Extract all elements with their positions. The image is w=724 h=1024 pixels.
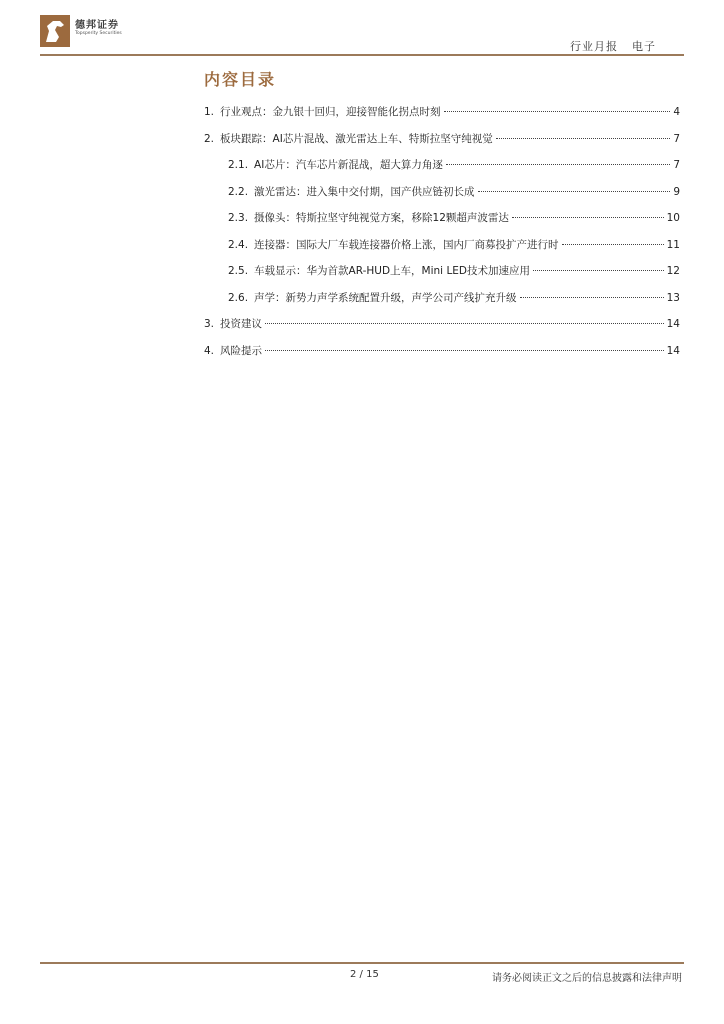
- toc-leader: [478, 191, 671, 192]
- toc-entry[interactable]: [204, 104, 680, 131]
- toc-number: 2.4.: [228, 238, 249, 251]
- toc-entry[interactable]: [204, 131, 680, 158]
- report-sector: 电子: [632, 40, 656, 53]
- toc-heading: 连接器：国际大厂车载连接器价格上涨，国内厂商募投扩产进行时: [254, 238, 559, 251]
- toc-subentry[interactable]: [204, 157, 680, 184]
- toc-heading: 投资建议: [220, 318, 263, 330]
- toc-number: 1.: [204, 106, 215, 118]
- toc-page-number: 4: [673, 106, 680, 118]
- toc-leader: [265, 323, 664, 324]
- toc-leader: [512, 217, 664, 218]
- toc-subentry[interactable]: [204, 237, 680, 264]
- toc-subentry[interactable]: [204, 263, 680, 290]
- toc-heading: 激光雷达：进入集中交付期，国产供应链初长成: [254, 185, 475, 198]
- toc-page-number: 10: [666, 212, 680, 224]
- toc-subentry[interactable]: [204, 290, 680, 317]
- toc-entry[interactable]: [204, 316, 680, 343]
- toc-subentry[interactable]: [204, 184, 680, 211]
- report-header: [570, 38, 656, 54]
- toc-page-number: 7: [673, 132, 680, 145]
- toc-heading: 摄像头：特斯拉坚守纯视觉方案，移除12颗超声波雷达: [254, 212, 509, 224]
- toc-number: 2.3.: [228, 212, 249, 224]
- toc-page-number: 13: [666, 291, 680, 304]
- toc-leader: [562, 244, 664, 245]
- toc-number: 2.5.: [228, 265, 249, 277]
- toc-leader: [444, 111, 671, 112]
- toc-page-number: 14: [666, 318, 680, 330]
- report-type: 行业月报: [570, 40, 618, 53]
- toc-title: 内容目录: [204, 70, 277, 89]
- toc-number: 3.: [204, 318, 215, 330]
- brand-name-en: Topsperity Securities: [75, 31, 122, 36]
- toc-heading: 风险提示: [220, 344, 263, 357]
- toc-entry[interactable]: [204, 343, 680, 370]
- toc-number: 2.2.: [228, 185, 249, 198]
- toc-heading: 板块跟踪：AI芯片混战、激光雷达上车、特斯拉坚守纯视觉: [220, 132, 493, 145]
- toc-page-number: 7: [673, 159, 680, 171]
- brand-name-cn: 德邦证券: [75, 20, 119, 31]
- toc-leader: [265, 350, 664, 351]
- toc-leader: [496, 138, 671, 139]
- toc-number: 2.6.: [228, 291, 249, 304]
- toc-leader: [520, 297, 664, 298]
- table-of-contents: [204, 104, 680, 369]
- toc-heading: 车载显示：华为首款AR-HUD上车，Mini LED技术加速应用: [254, 265, 531, 277]
- toc-heading: 行业观点：金九银十回归，迎接智能化拐点时刻: [220, 106, 441, 118]
- toc-number: 2.: [204, 132, 215, 145]
- footer-divider: [40, 962, 684, 964]
- toc-page-number: 11: [666, 238, 680, 251]
- toc-leader: [533, 270, 664, 271]
- legal-notice: 请务必阅读正文之后的信息披露和法律声明: [492, 973, 682, 984]
- toc-heading: AI芯片：汽车芯片新混战，超大算力角逐: [254, 159, 443, 171]
- toc-number: 4.: [204, 344, 215, 357]
- toc-heading: 声学：新势力声学系统配置升级，声学公司产线扩充升级: [254, 291, 517, 304]
- header-divider: [40, 54, 684, 56]
- horse-logo-icon: [40, 15, 70, 47]
- toc-page-number: 14: [666, 344, 680, 357]
- page-number: 2 / 15: [350, 969, 379, 980]
- toc-page-number: 9: [673, 185, 680, 198]
- toc-leader: [446, 164, 670, 165]
- toc-page-number: 12: [666, 265, 680, 277]
- toc-number: 2.1.: [228, 159, 249, 171]
- toc-subentry[interactable]: [204, 210, 680, 237]
- company-logo: [40, 15, 180, 49]
